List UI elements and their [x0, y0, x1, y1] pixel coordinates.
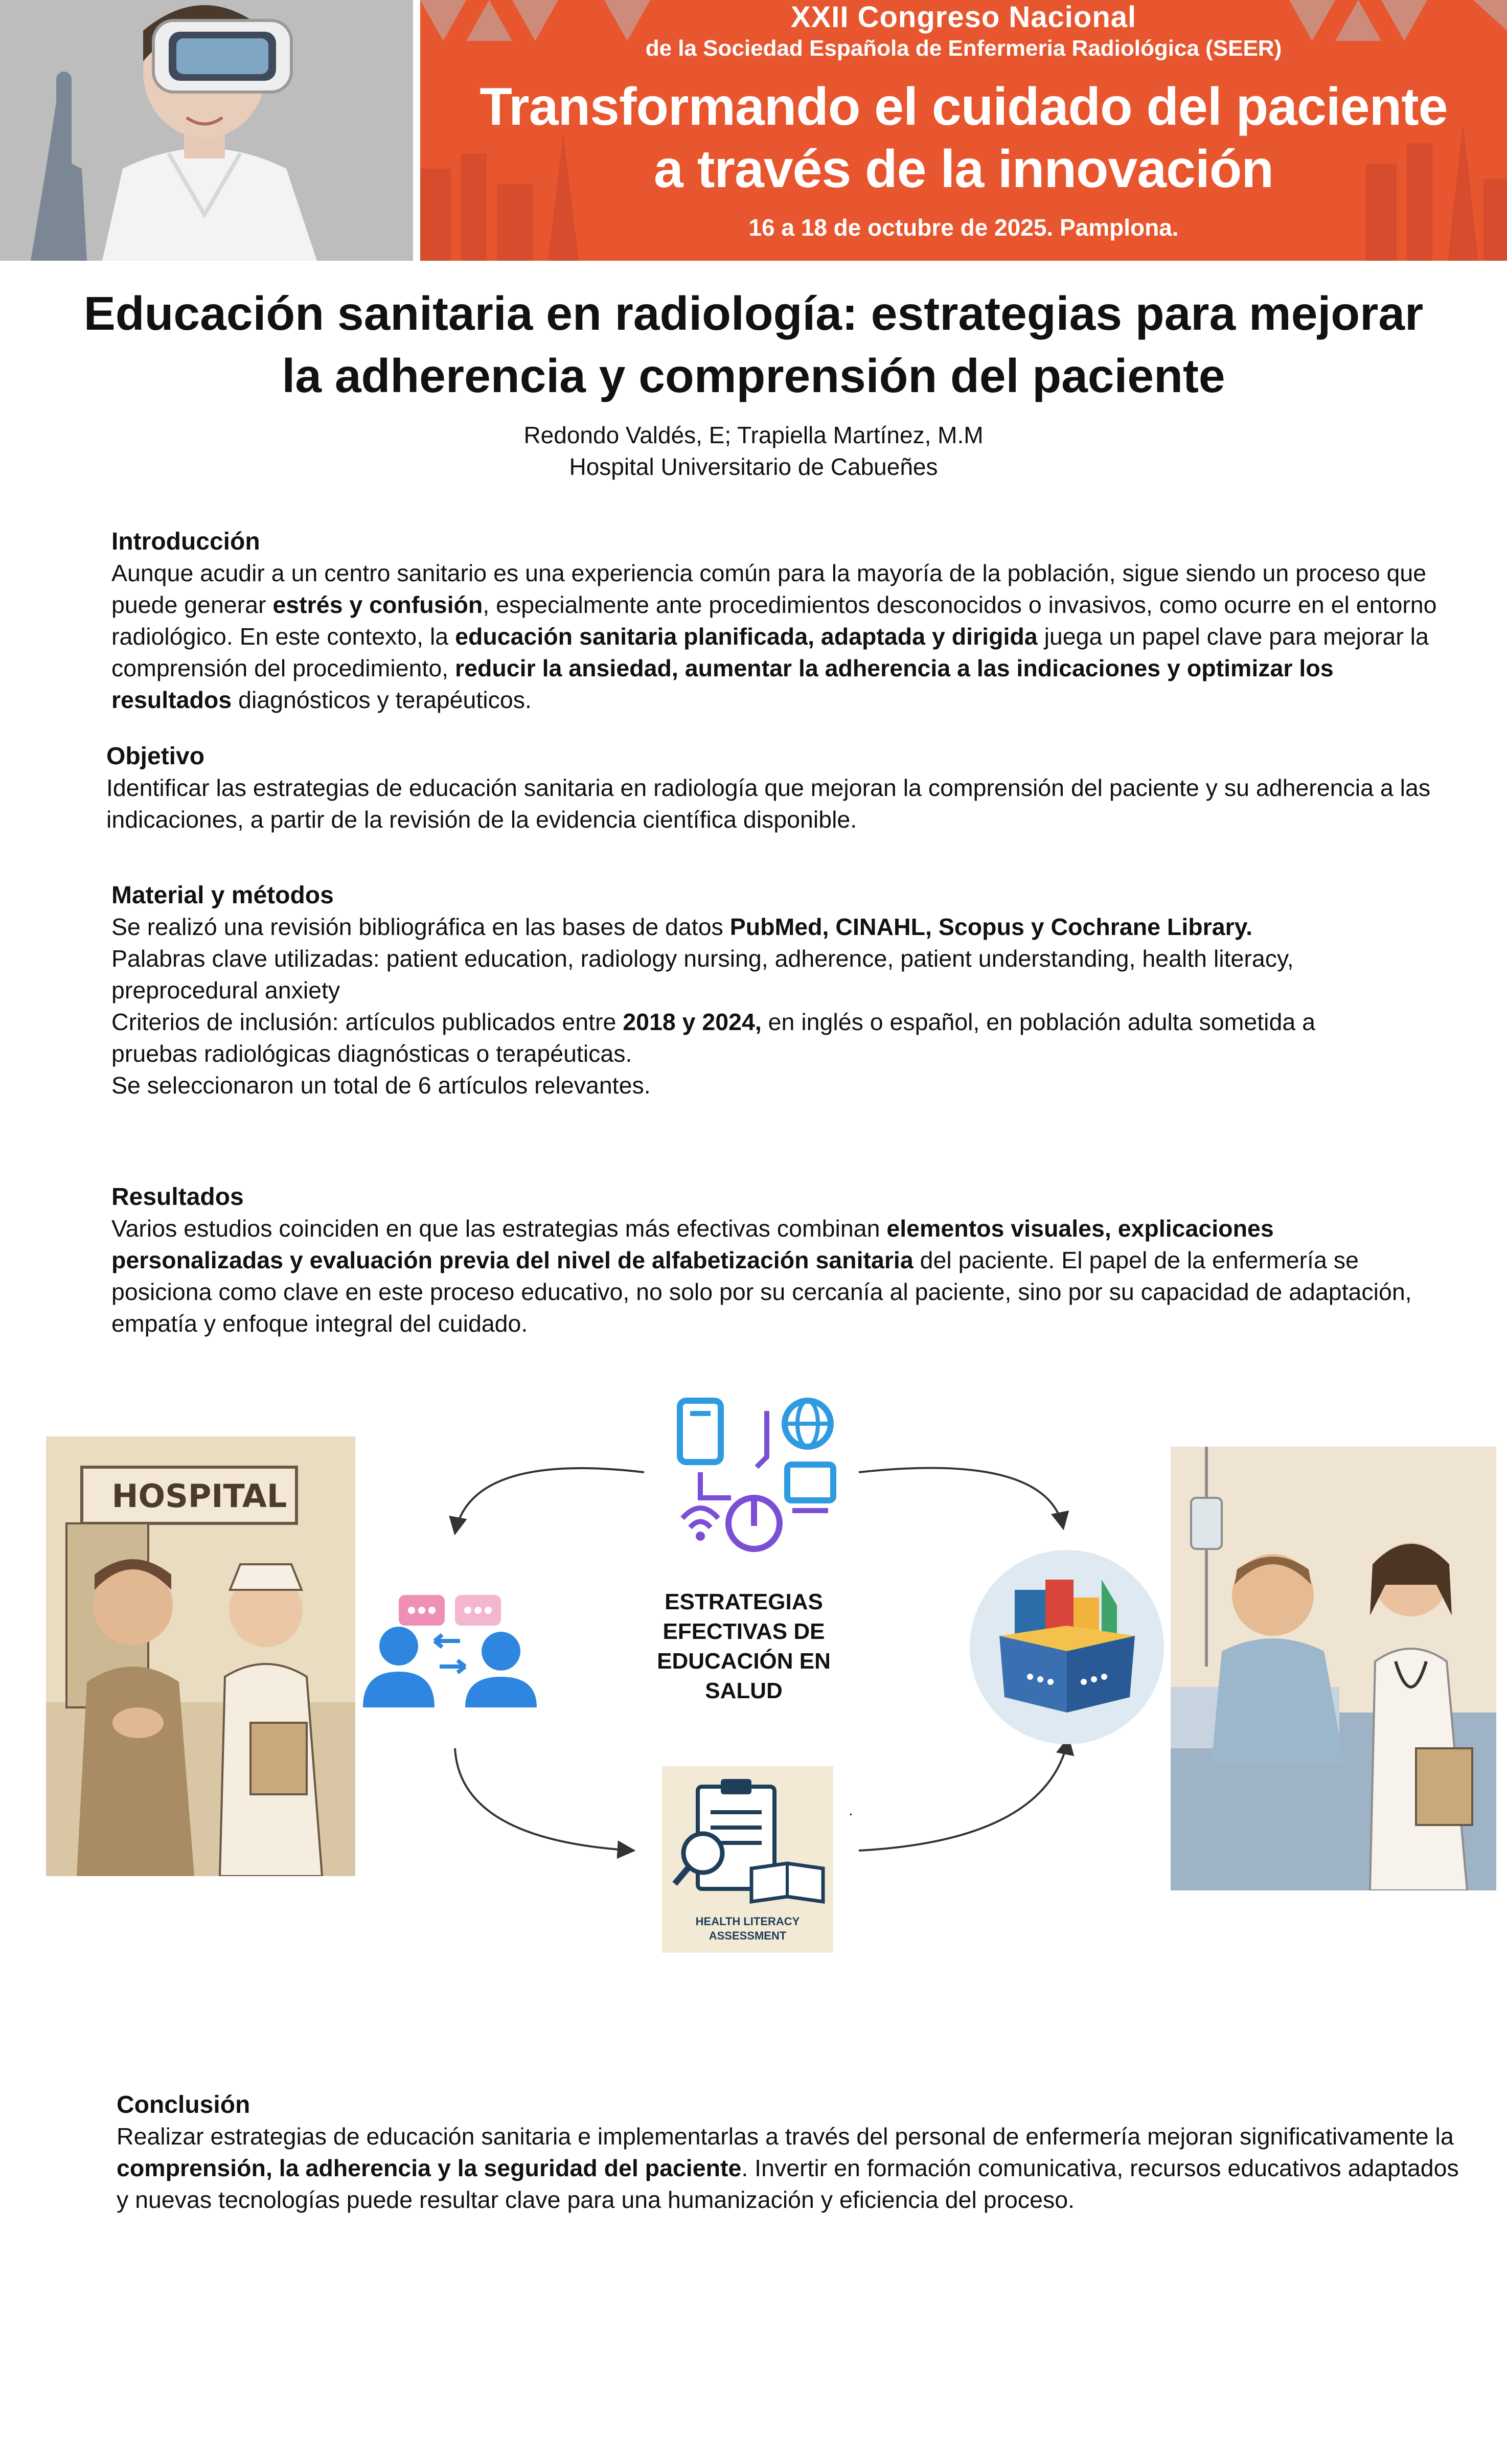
section-conclusion	[117, 2090, 1476, 2216]
banner-slogan-line2: a través de la innovación	[654, 140, 1273, 199]
health-literacy-label: HEALTH LITERACY ASSESSMENT	[695, 1915, 800, 1942]
authors-block	[0, 419, 1507, 483]
metodos-keywords: Palabras clave utilizadas: patient education, radiology nursing, adherence, patient understanding, health literacy, preprocedural anxiety	[111, 945, 1294, 1003]
conversation-icon	[358, 1590, 542, 1707]
section-resultados	[111, 1182, 1441, 1339]
banner-title-area	[420, 0, 1507, 261]
objetivo-text: Identificar las estrategias de educación sanitaria en radiología que mejoran la comprensión del paciente y su adherencia a las indicaciones, a partir de la revisión de la evidencia científica disponible.	[106, 774, 1431, 833]
conclusion-text: Realizar estrategias de educación sanitaria e implementarlas a través del personal de enfermería mejoran significativamente la comprensión, la adherencia y la seguridad del paciente. Invertir en formación comunicativa, recursos educativos adaptados y nuevas tecnologías puede resultar clave para una humanización y eficiencia del proceso.	[117, 2123, 1459, 2213]
hospital-sign-text: HOSPITAL	[111, 1477, 287, 1515]
banner-society: de la Sociedad Española de Enfermeria Radiológica (SEER)	[645, 36, 1282, 61]
strategies-center-label: ESTRATEGIAS EFECTIVAS DE EDUCACIÓN EN SALUD	[657, 1589, 831, 1703]
section-metodos	[111, 880, 1359, 1101]
strategies-diagram	[0, 1380, 1507, 1968]
educational-resources-icon	[969, 1549, 1166, 1746]
calm-patient-illustration	[1171, 1447, 1496, 1890]
author-names: Redondo Valdés, E; Trapiella Martínez, M.M	[523, 422, 984, 448]
stray-dot: .	[849, 1802, 853, 1819]
congress-banner	[0, 0, 1507, 261]
banner-dates: 16 a 18 de octubre de 2025. Pamplona.	[748, 214, 1179, 241]
metodos-databases: Se realizó una revisión bibliográfica en las bases de datos PubMed, CINAHL, Scopus y Cochrane Library.	[111, 914, 1253, 940]
objetivo-heading: Objetivo	[106, 743, 205, 770]
section-objetivo	[106, 741, 1435, 835]
poster-title-line1: Educación sanitaria en radiología: estrategias para mejorar	[83, 287, 1424, 340]
metodos-criteria: Criterios de inclusión: artículos publicados entre 2018 y 2024, en inglés o español, en población adulta sometida a pruebas radiológicas diagnósticas o terapéuticas.	[111, 1009, 1315, 1067]
technology-icon	[670, 1396, 838, 1559]
author-affiliation: Hospital Universitario de Cabueñes	[569, 453, 938, 480]
metodos-selection: Se seleccionaron un total de 6 artículos relevantes.	[111, 1072, 651, 1099]
section-introduccion	[111, 527, 1451, 716]
health-literacy-icon	[662, 1766, 833, 1953]
banner-congress-number: XXII Congreso Nacional	[790, 1, 1137, 34]
metodos-heading: Material y métodos	[111, 882, 334, 909]
poster-title	[31, 282, 1476, 407]
poster-title-line2: la adherencia y comprensión del paciente	[282, 349, 1225, 402]
resultados-heading: Resultados	[111, 1183, 244, 1211]
banner-slogan-line1: Transformando el cuidado del paciente	[480, 77, 1448, 136]
resultados-text: Varios estudios coinciden en que las estrategias más efectivas combinan elementos visuales, explicaciones personalizadas y evaluación previa del nivel de alfabetización sanitaria del paciente. El papel de la enfermería se posiciona como clave en este proceso educativo, no solo por su cercanía al paciente, sino por su capacidad de adaptación, empatía y enfoque integral del cuidado.	[111, 1215, 1412, 1337]
introduccion-heading: Introducción	[111, 528, 260, 555]
introduccion-text: Aunque acudir a un centro sanitario es una experiencia común para la mayoría de la población, sigue siendo un proceso que puede generar estrés y confusión, especialmente ante procedimientos desconocidos o invasivos, como ocurre en el entorno radiológico. En este contexto, la educación sanitaria planificada, adaptada y dirigida juega un papel clave para mejorar la comprensión del procedimiento, reducir la ansiedad, aumentar la adherencia a las indicaciones y optimizar los resultados diagnósticos y terapéuticos.	[111, 560, 1437, 713]
anxious-patient-illustration	[46, 1436, 355, 1876]
vr-headset-photo	[0, 0, 413, 261]
conclusion-heading: Conclusión	[117, 2091, 250, 2118]
